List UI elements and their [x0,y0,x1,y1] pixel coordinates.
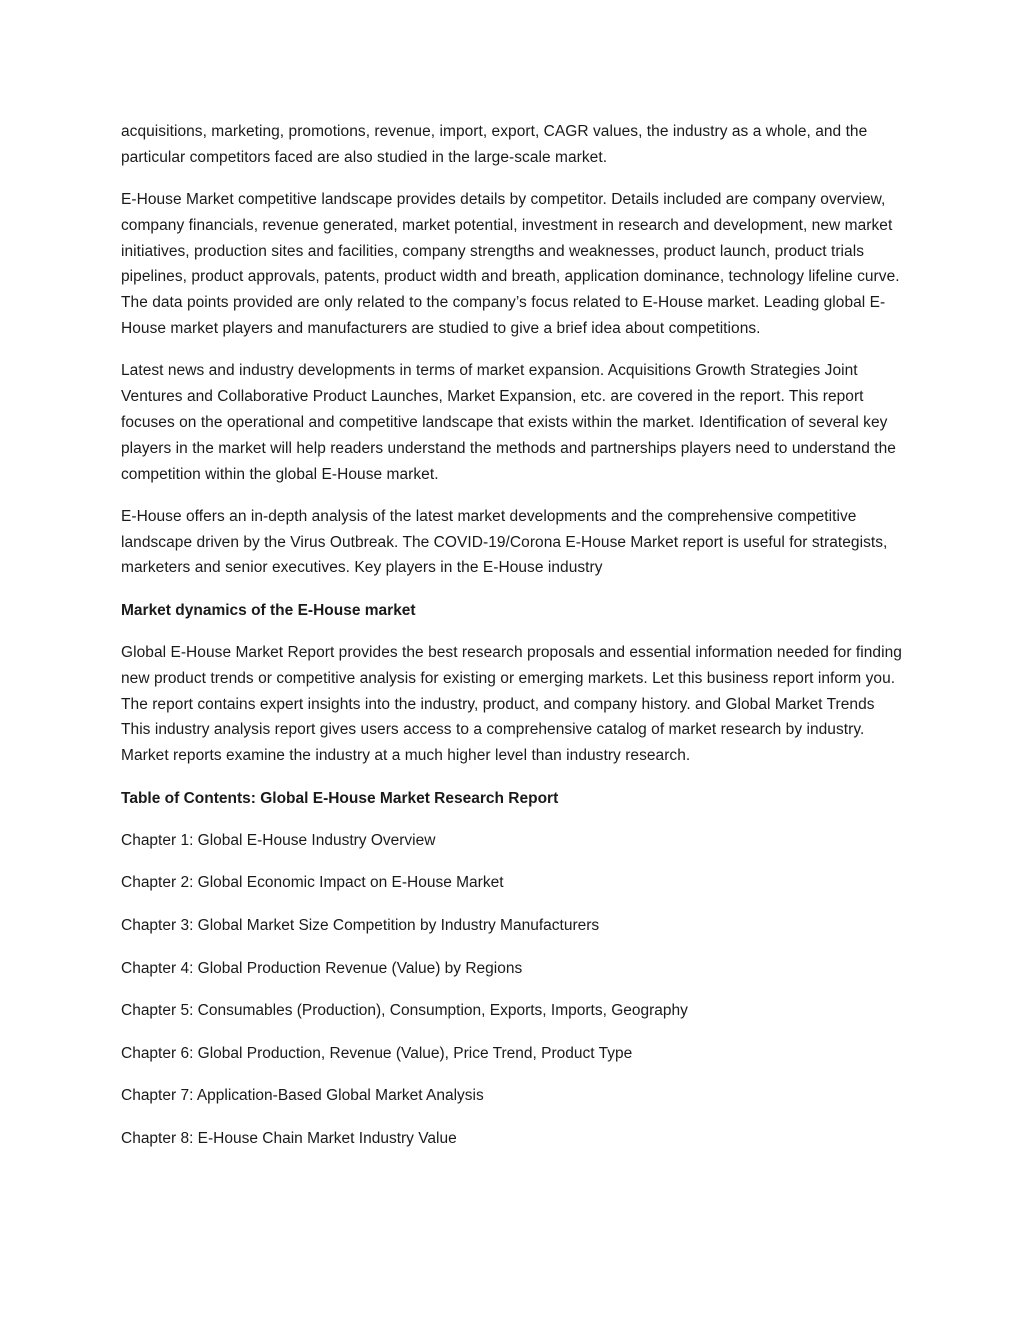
toc-chapter-4: Chapter 4: Global Production Revenue (Value) by Regions [121,959,523,977]
toc-chapter-3: Chapter 3: Global Market Size Competition by Industry Manufacturers [121,917,600,935]
heading-table-of-contents: Table of Contents: Global E-House Market Research Report [121,789,559,807]
toc-chapter-2: Chapter 2: Global Economic Impact on E-House Market [121,874,504,892]
document-page [121,119,907,1169]
heading-market-dynamics: Market dynamics of the E-House market [121,601,416,619]
toc-chapter-5: Chapter 5: Consumables (Production), Consumption, Exports, Imports, Geography [121,1002,688,1020]
paragraph-competitive-landscape: E-House Market competitive landscape provides details by competitor. Details included are company overview, company financials, revenue generated, market potential, investment in research and development, new market initiatives, production sites and facilities, company strengths and weaknesses, product launch, product trials pipelines, product approvals, patents, product width and breath, application dominance, technology lifeline curve. The data points provided are only related to the company’s focus related to E-House market. Leading global E-House market players and manufacturers are studied to give a brief idea about competitions. [121,191,900,338]
paragraph-market-dynamics: Global E-House Market Report provides the best research proposals and essential information needed for finding new product trends or competitive analysis for existing or emerging markets. Let this business report inform you. The report contains expert insights into the industry, product, and company history. and Global Market Trends This industry analysis report gives users access to a comprehensive catalog of market research by industry. Market reports examine the industry at a much higher level than industry research. [121,644,902,765]
paragraph-acquisitions: acquisitions, marketing, promotions, revenue, import, export, CAGR values, the industry as a whole, and the particular competitors faced are also studied in the large-scale market. [121,123,868,166]
toc-chapter-7: Chapter 7: Application-Based Global Market Analysis [121,1087,484,1105]
toc-chapter-8: Chapter 8: E-House Chain Market Industry Value [121,1129,457,1147]
paragraph-covid-analysis: E-House offers an in-depth analysis of the latest market developments and the comprehensive competitive landscape driven by the Virus Outbreak. The COVID-19/Corona E-House Market report is useful for strategists, marketers and senior executives. Key players in the E-House industry [121,507,888,577]
toc-chapter-1: Chapter 1: Global E-House Industry Overview [121,831,436,849]
toc-chapter-6: Chapter 6: Global Production, Revenue (Value), Price Trend, Product Type [121,1044,633,1062]
paragraph-latest-news: Latest news and industry developments in terms of market expansion. Acquisitions Growth Strategies Joint Ventures and Collaborative Product Launches, Market Expansion, etc. are covered in the report. This report focuses on the operational and competitive landscape that exists within the market. Identification of several key players in the market will help readers understand the methods and partnerships players need to understand the competition within the global E-House market. [121,362,896,483]
